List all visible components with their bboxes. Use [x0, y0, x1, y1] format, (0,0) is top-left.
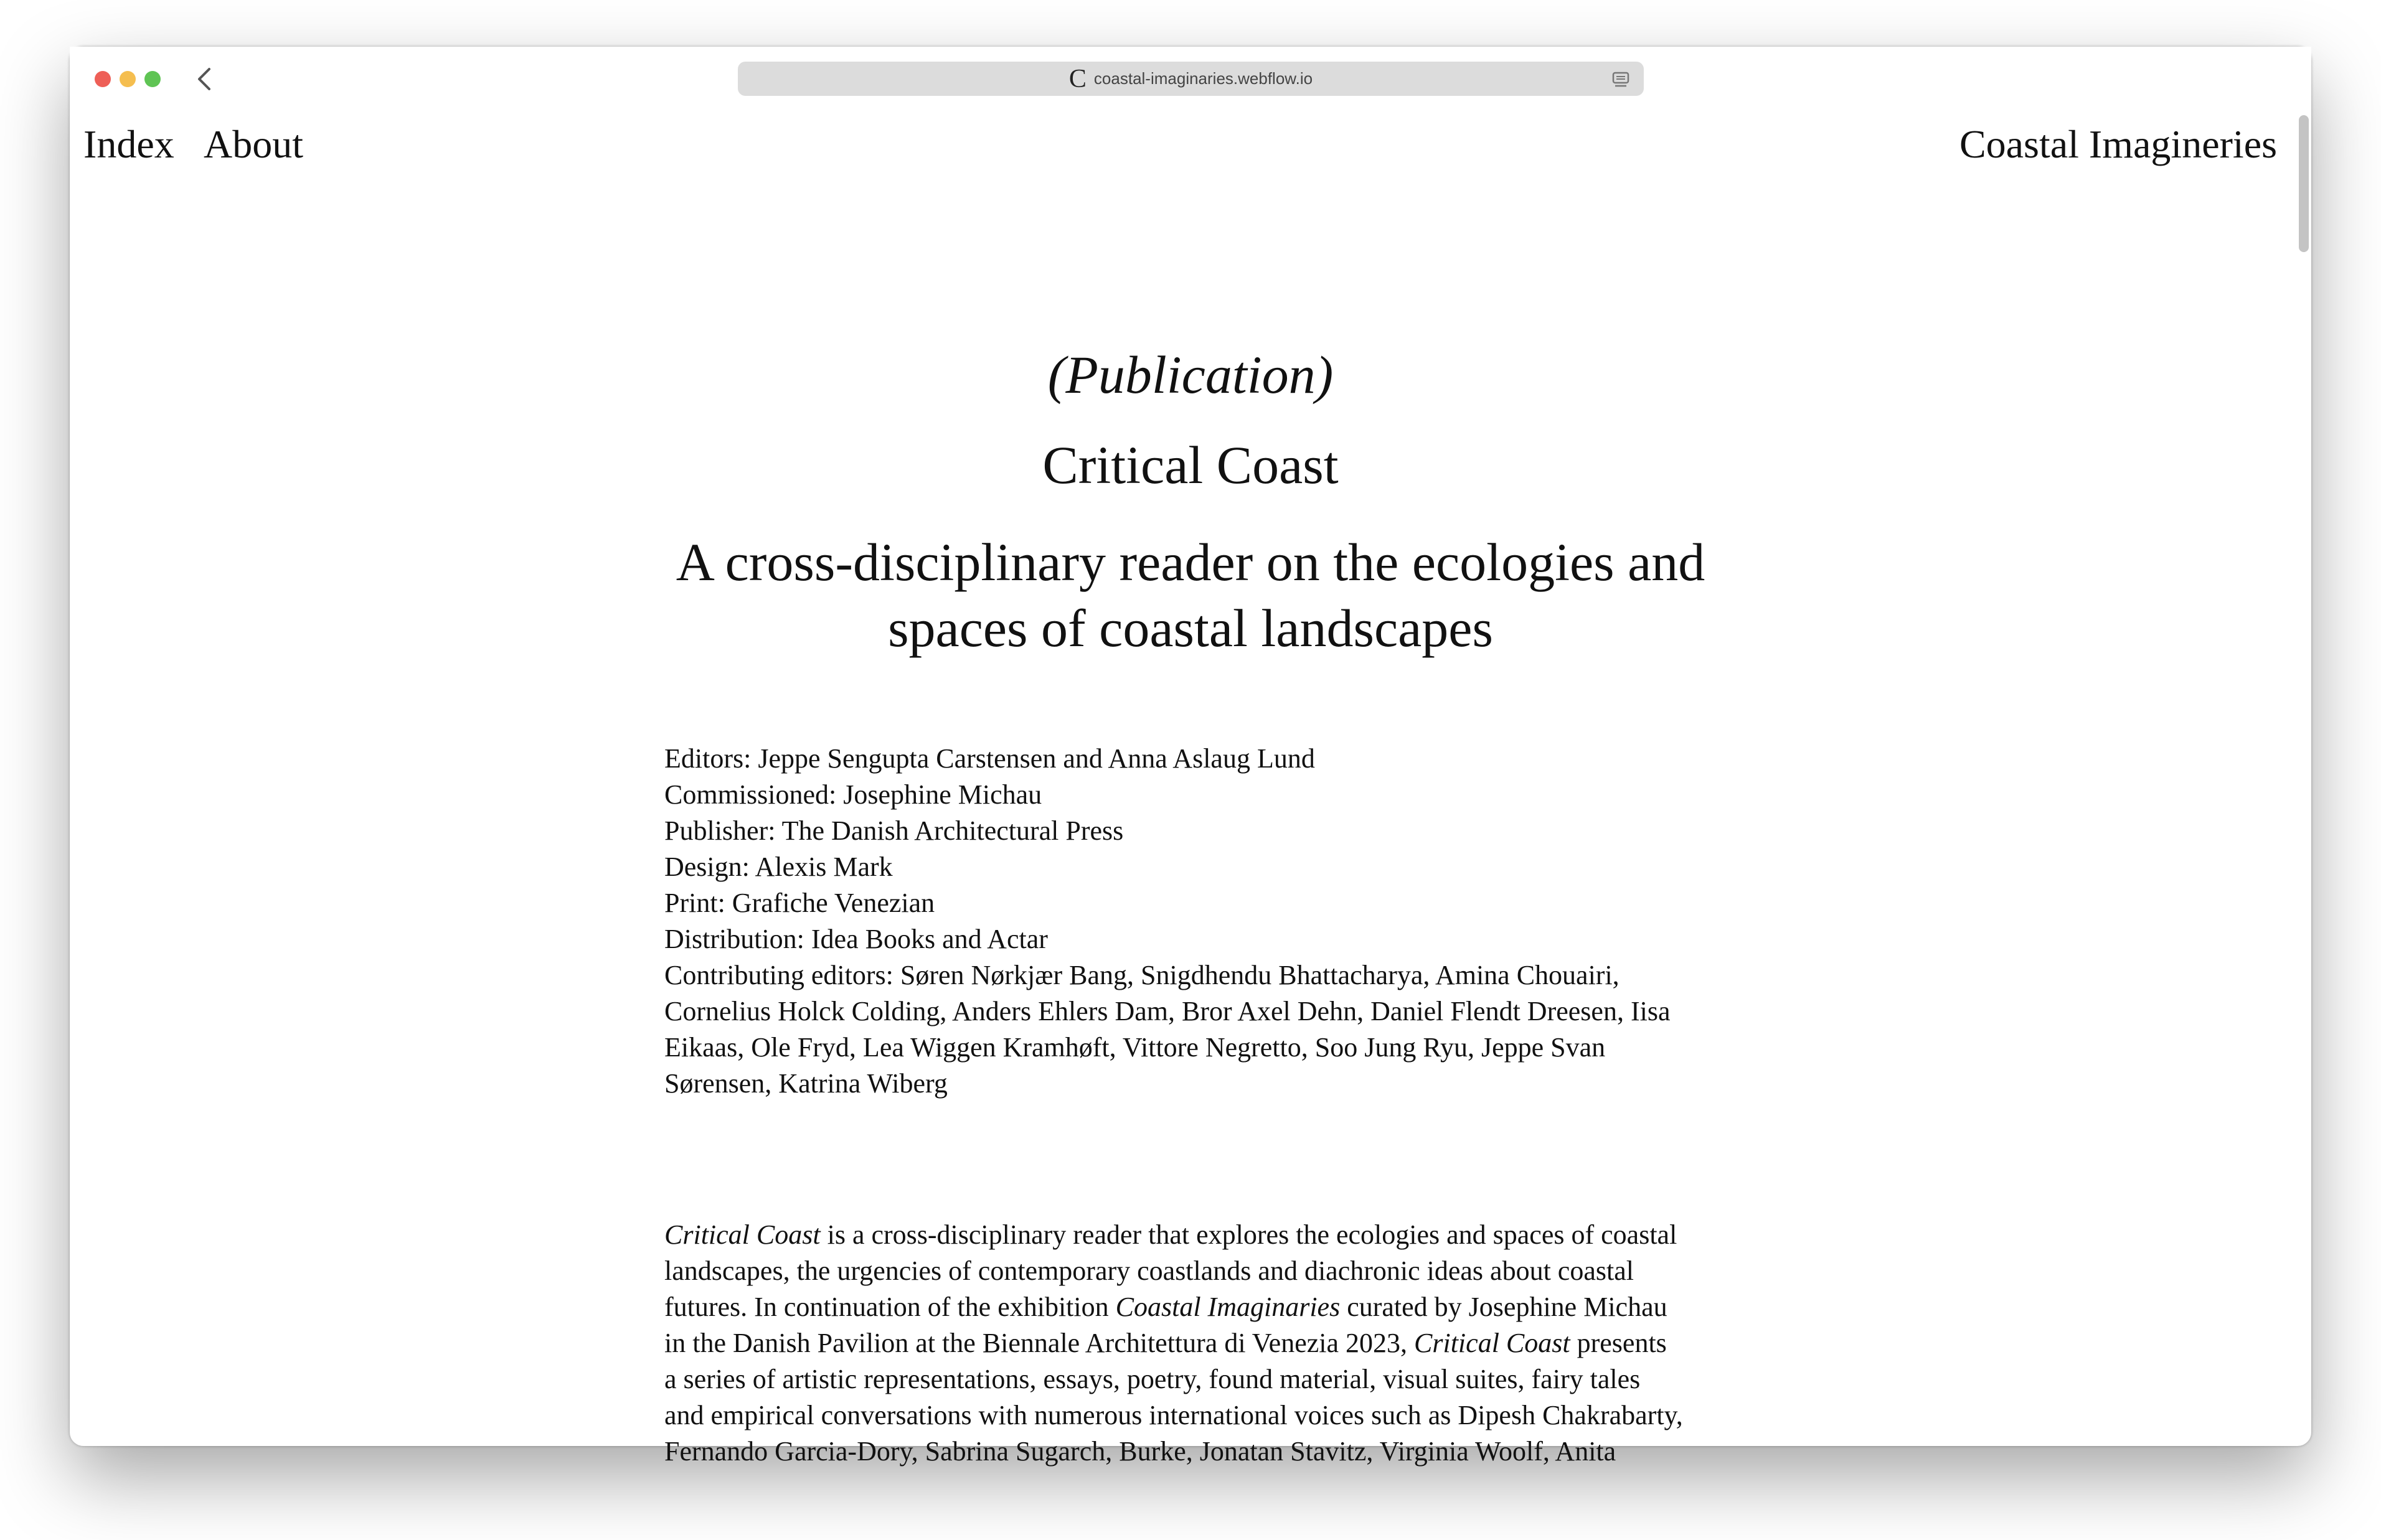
credit-publisher: Publisher: The Danish Architectural Press: [664, 815, 1124, 846]
description-paragraph: [664, 1217, 1686, 1470]
reader-mode-icon[interactable]: [1611, 72, 1630, 88]
description-part-1: is a cross-disciplinary reader that explores the ecologies and spaces of coastal landscapes, the urgencies of contemporary coastlands and diachronic ideas about coastal futures. In continuation of the exhibition: [664, 1219, 1677, 1322]
browser-toolbar: [70, 47, 2311, 109]
browser-window: [70, 47, 2311, 1467]
site-favicon-icon: C: [1068, 64, 1087, 93]
credit-editors: Editors: Jeppe Sengupta Carstensen and Anna Aslaug Lund: [664, 743, 1315, 774]
credit-design: Design: Alexis Mark: [664, 852, 893, 882]
back-arrow-icon[interactable]: [192, 64, 217, 94]
title-italic: Critical Coast: [664, 1219, 821, 1250]
exhibition-italic: Coastal Imaginaries: [1115, 1292, 1341, 1322]
credit-contributing-editors: Contributing editors: Søren Nørkjær Bang, Snigdhendu Bhattacharya, Amina Chouairi, Cornelius Holck Colding, Anders Ehlers Dam, Bror Axel Dehn, Daniel Flendt Dreesen, Iisa Eikaas, Ole Fryd, Lea Wiggen Kramhøft, Vittore Negretto, Soo Jung Ryu, Jeppe Svan Sørensen, Katrina Wiberg: [664, 960, 1671, 1099]
address-bar[interactable]: [738, 62, 1644, 96]
minimize-window-button[interactable]: [120, 71, 136, 87]
zoom-window-button[interactable]: [144, 71, 161, 87]
close-window-button[interactable]: [95, 71, 111, 87]
publication-subtitle: A cross-disciplinary reader on the ecologies and spaces of coastal landscapes: [676, 532, 1705, 658]
nav-link-index[interactable]: Index: [83, 122, 174, 166]
description-part-3: presents a series of artistic representations, essays, poetry, found material, visual suites, fairy tales and empirical conversations with numerous international voices such as Dipesh Chakrabarty, Fernando Garcia-Dory, Sabrina Sugarch, Burke, Jonatan Stavitz, Virginia Woolf, Anita: [664, 1328, 1683, 1467]
credits-list: [664, 741, 1692, 1102]
credit-commissioned: Commissioned: Josephine Michau: [664, 779, 1042, 810]
publication-title: Critical Coast: [1042, 435, 1339, 495]
title-italic-2: Critical Coast: [1414, 1328, 1570, 1358]
publication-kicker: (Publication): [1047, 345, 1334, 405]
credit-print: Print: Grafiche Venezian: [664, 888, 935, 918]
credit-distribution: Distribution: Idea Books and Actar: [664, 924, 1048, 954]
nav-link-about[interactable]: About: [204, 122, 303, 166]
url-text: coastal-imaginaries.webflow.io: [1093, 69, 1313, 88]
scrollbar-thumb[interactable]: [2299, 115, 2309, 252]
site-title-link[interactable]: Coastal Imagineries: [1959, 122, 2277, 166]
description-part-2: curated by Josephine Michau in the Danish Pavilion at the Biennale Architettura di Venezia 2023,: [664, 1292, 1667, 1358]
